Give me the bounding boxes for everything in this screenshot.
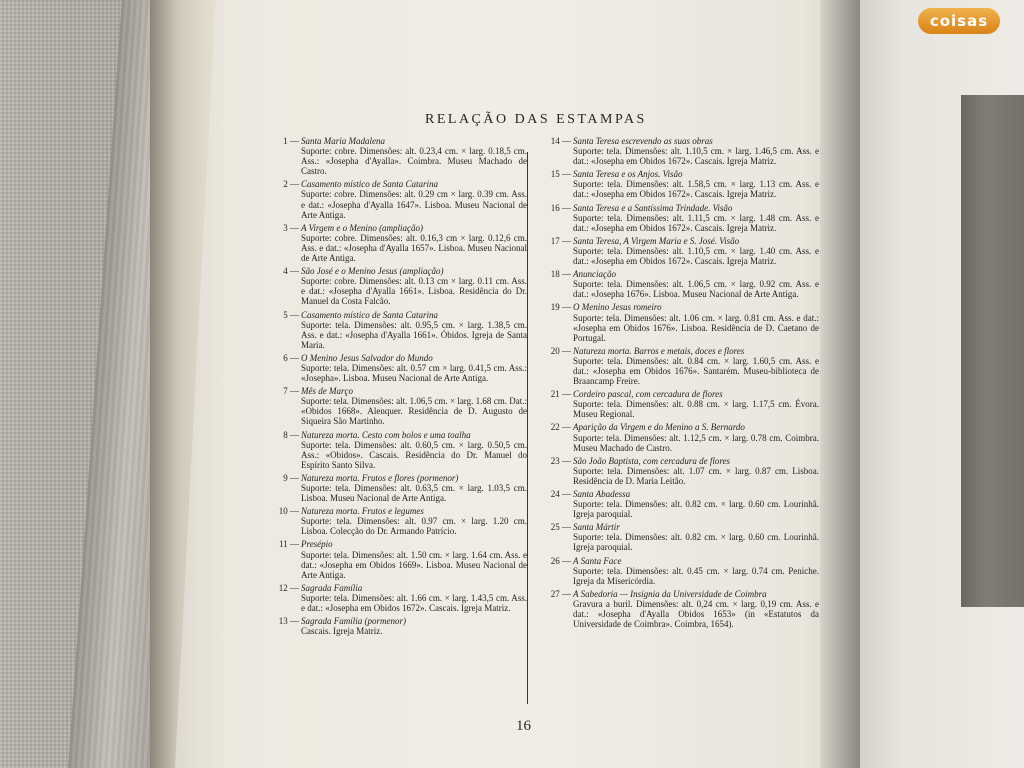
entry-title: O Menino Jesus Salvador do Mundo <box>301 352 433 363</box>
entry-title: Santa Teresa e a Santíssima Trindade. Visão <box>573 202 733 213</box>
list-item <box>537 489 819 519</box>
column-divider <box>527 152 528 704</box>
entry-title: Santa Maria Madalena <box>301 136 385 146</box>
entry-text <box>301 266 527 306</box>
list-item <box>537 422 819 452</box>
entry-title: A Santa Face <box>573 555 622 566</box>
page-number: 16 <box>516 718 531 734</box>
entry-title: Santa Abadessa <box>573 489 631 499</box>
entry-description: Suporte: cobre. Dimensões: alt. 0.29 cm × larg. 0.39 cm. Ass. e dat.: «Josepha d'Ayalla 1647». Lisboa. Museu Nacional de Arte Antiga. <box>301 189 527 220</box>
entry-number: 4 — <box>283 266 299 277</box>
list-item <box>537 236 819 266</box>
entry-number: 1 — <box>283 136 299 146</box>
entry-title: Sagrada Família <box>301 582 363 593</box>
entry-description: Suporte: tela. Dimensões: alt. 0.97 cm. × larg. 1.20 cm. Lisboa. Colecção do Dr. Armando Patrício. <box>301 516 527 537</box>
entry-text <box>301 386 527 426</box>
entry-number: 19 — <box>550 302 571 313</box>
entry-description: Suporte: tela. Dimensões: alt. 0.88 cm. × larg. 1.17,5 cm. Évora. Museu Regional. <box>573 399 819 420</box>
entry-title: A Virgem e o Menino (ampliação) <box>301 222 424 233</box>
entry-number: 23 — <box>550 455 571 466</box>
list-item <box>265 616 527 636</box>
entry-title: São José e o Menino Jesus (ampliação) <box>301 266 444 277</box>
entry-title: São João Baptista, com cercadura de flores <box>573 455 731 466</box>
list-item <box>537 302 819 342</box>
list-item <box>265 223 527 263</box>
entry-description: Suporte: tela. Dimensões: alt. 1.12,5 cm. × larg. 0.78 cm. Coimbra. Museu Machado de Castro. <box>573 432 819 453</box>
right-column <box>537 136 819 632</box>
entry-description: Suporte: tela. Dimensões: alt. 1.07 cm. × larg. 0.87 cm. Lisboa. Residência de D. Maria Leitão. <box>573 465 819 486</box>
entry-number: 8 — <box>283 429 299 440</box>
entry-number: 5 — <box>283 309 299 320</box>
list-item <box>537 203 819 233</box>
entry-description: Suporte: tela. Dimensões: alt. 0.60,5 cm. × larg. 0.50,5 cm. Ass.: «Obidos». Cascais. Residência do Dr. Manuel do Espírito Santo Silva. <box>301 439 527 470</box>
entry-text <box>573 422 819 452</box>
entry-description: Suporte: tela. Dimensões: alt. 1.06,5 cm. × larg. 1.68 cm. Dat.: «Obidos 1668». Alenquer. Residência de D. Augusto de Siqueira São Martinho. <box>301 396 527 427</box>
entry-description: Suporte: tela. Dimensões: alt. 1.58,5 cm. × larg. 1.13 cm. Ass. e dat.: «Josepha em Obidos 1672». Cascais. Igreja Matriz. <box>573 179 819 200</box>
list-item <box>265 583 527 613</box>
entry-description: Suporte: tela. Dimensões: alt. 0.82 cm. × larg. 0.60 cm. Lourinhã. Igreja paroquial. <box>573 499 819 520</box>
list-item <box>265 506 527 536</box>
entry-description: Suporte: tela. Dimensões: alt. 1.11,5 cm. × larg. 1.48 cm. Ass. e dat.: «Josepha em Obidos 1672». Cascais. Igreja Matriz. <box>573 212 819 233</box>
entry-title: Natureza morta. Frutos e flores (pormenor) <box>301 472 459 483</box>
entry-description: Suporte: cobre. Dimensões: alt. 0.13 cm × larg. 0.11 cm. Ass. e dat.: «Josepha d'Ayalla 1661». Lisboa. Residência do Dr. Manuel da Costa Falcão. <box>301 276 527 307</box>
entry-text <box>573 169 819 199</box>
entry-description: Suporte: tela. Dimensões: alt. 1.06,5 cm. × larg. 0.92 cm. Ass. e dat.: «Josepha 1676». Lisboa. Museu Nacional de Arte Antiga. <box>573 279 819 300</box>
entry-description: Suporte: tela. Dimensões: alt. 0.57 cm × larg. 0.41,5 cm. Ass.: «Josepha». Lisboa. Museu Nacional de Arte Antiga. <box>301 362 527 384</box>
entry-title: Aparição da Virgem e do Menino a S. Bernardo <box>573 422 745 433</box>
entry-text <box>301 583 527 613</box>
entry-text <box>573 203 819 233</box>
list-item <box>537 169 819 199</box>
entry-text <box>301 179 527 219</box>
entry-title: Santa Teresa e os Anjos. Visão <box>573 169 683 180</box>
list-item <box>537 136 819 166</box>
entry-number: 17 — <box>550 235 571 246</box>
entry-title: Natureza morta. Cesto com bolos e uma toalha <box>301 429 471 440</box>
list-item <box>537 269 819 299</box>
entry-title: Santa Teresa, A Virgem Maria e S. José. Visão <box>573 235 740 246</box>
entry-number: 9 — <box>283 472 299 483</box>
entry-title: Presépio <box>301 539 333 550</box>
entry-title: Santa Teresa escrevendo as suas obras <box>573 136 713 146</box>
list-item <box>537 389 819 419</box>
entry-text <box>301 223 527 263</box>
entry-number: 7 — <box>283 386 299 397</box>
list-item <box>265 310 527 350</box>
entry-text <box>573 236 819 266</box>
list-item <box>537 456 819 486</box>
entry-text <box>573 302 819 342</box>
entry-text <box>573 522 819 552</box>
entry-number: 13 — <box>278 616 299 627</box>
entry-number: 11 — <box>279 539 299 550</box>
entry-description: Suporte: tela. Dimensões: alt. 1.50 cm. × larg. 1.64 cm. Ass. e dat.: «Josepha em Obidos 1669». Lisboa. Museu Nacional de Arte Antiga. <box>301 549 527 580</box>
entry-text <box>301 539 527 579</box>
plate-image <box>961 95 1024 607</box>
entry-title: Santa Mártir <box>573 522 620 533</box>
entry-description: Cascais. Igreja Matriz. <box>301 626 383 637</box>
entry-description: Suporte: tela. Dimensões: alt. 0.82 cm. × larg. 0.60 cm. Lourinhã. Igreja paroquial. <box>573 532 819 553</box>
entry-number: 20 — <box>550 345 571 356</box>
page-shadow <box>820 0 860 768</box>
entry-title: Natureza morta. Barros e metais, doces e flores <box>573 345 745 356</box>
entry-text <box>573 389 819 419</box>
entry-title: Mês de Março <box>301 386 353 397</box>
entry-number: 12 — <box>278 582 299 593</box>
list-item <box>537 556 819 586</box>
entry-text <box>573 489 819 519</box>
entry-description: Suporte: tela. Dimensões: alt. 1.66 cm. × larg. 1.43,5 cm. Ass. e dat.: «Josepha em Obidos 1672». Cascais. Igreja Matriz. <box>301 592 527 614</box>
entry-title: Anunciação <box>573 269 616 280</box>
entry-description: Suporte: tela. Dimensões: alt. 1.06 cm. × larg. 0.81 cm. Ass. e dat.: «Josepha em Obidos 1676». Lisboa. Residência de D. Caetano de Portugal. <box>573 312 819 343</box>
entry-title: Natureza morta. Frutos e legumes <box>301 506 424 517</box>
entry-text <box>573 589 819 629</box>
entry-description: Suporte: cobre. Dimensões: alt. 0.16,3 cm × larg. 0.12,6 cm. Ass. e dat.: «Josepha d'Ayalla 1657». Lisboa. Museu Nacional de Arte Antiga. <box>301 232 527 264</box>
entry-text <box>573 456 819 486</box>
entry-description: Suporte: tela. Dimensões: alt. 0.63,5 cm. × larg. 1.03,5 cm. Lisboa. Museu Nacional de Arte Antiga. <box>301 483 527 504</box>
entry-text <box>573 346 819 386</box>
entry-description: Suporte: tela. Dimensões: alt. 0.45 cm. × larg. 0.74 cm. Peniche. Igreja da Misericórdia. <box>573 565 819 586</box>
list-item <box>265 430 527 470</box>
entry-text <box>301 473 527 503</box>
entry-description: Suporte: cobre. Dimensões: alt. 0.23,4 cm. × larg. 0.18,5 cm. Ass.: «Josepha d'Ayalla». Coimbra. Museu Machado de Castro. <box>301 146 527 177</box>
entry-description: Suporte: tela. Dimensões: alt. 1.10,5 cm. × larg. 1.40 cm. Ass. e dat.: «Josepha em Obidos 1672». Cascais. Igreja Matriz. <box>573 245 819 267</box>
list-item <box>265 136 527 176</box>
entry-number: 6 — <box>283 352 299 363</box>
entry-number: 21 — <box>550 389 571 400</box>
entry-description: Suporte: tela. Dimensões: alt. 0.95,5 cm. × larg. 1.38,5 cm. Ass. e dat.: «Josepha d'Ayalla 1661». Óbidos. Igreja de Santa Maria. <box>301 319 527 350</box>
list-item <box>537 346 819 386</box>
list-item <box>265 179 527 219</box>
entry-text <box>301 136 527 176</box>
entry-description: Gravura a buril. Dimensões: alt. 0,24 cm. × larg. 0,19 cm. Ass. e dat.: «Josepha d'Ayalla Obidos 1653» (in «Estatutos da Universidade de Coimbra». Coimbra, 1654). <box>573 598 819 630</box>
page-title: RELAÇÃO DAS ESTAMPAS <box>425 112 647 127</box>
entry-title: Casamento místico de Santa Catarina <box>301 179 438 190</box>
entry-number: 3 — <box>283 222 299 233</box>
entry-number: 26 — <box>550 555 571 566</box>
entry-description: Suporte: tela. Dimensões: alt. 1.10,5 cm. × larg. 1.46,5 cm. Ass. e dat.: «Josepha em Obidos 1672». Cascais. Igreja Matriz. <box>573 146 819 167</box>
entry-text <box>573 269 819 299</box>
entry-number: 18 — <box>550 269 571 280</box>
list-item <box>265 473 527 503</box>
entry-text <box>301 430 527 470</box>
list-item <box>265 386 527 426</box>
entry-text <box>573 556 819 586</box>
entry-title: A Sabedoria — Insígnia da Universidade de Coimbra <box>573 588 767 599</box>
entry-title: O Menino Jesus romeiro <box>573 302 662 313</box>
entry-number: 25 — <box>550 522 571 533</box>
entry-text <box>573 136 819 166</box>
list-item <box>265 539 527 579</box>
entry-number: 2 — <box>283 179 299 190</box>
list-item <box>537 522 819 552</box>
list-item <box>265 266 527 306</box>
entry-number: 22 — <box>550 422 571 433</box>
entry-number: 27 — <box>550 588 571 599</box>
entry-title: Cordeiro pascal, com cercadura de flores <box>573 389 723 400</box>
entry-description: Suporte: tela. Dimensões: alt. 0.84 cm. × larg. 1.60,5 cm. Ass. e dat.: «Josepha em Obidos 1676». Santarém. Museu-biblioteca de Braancamp Freire. <box>573 355 819 387</box>
entry-number: 10 — <box>278 506 299 517</box>
entry-title: Casamento místico de Santa Catarina <box>301 309 438 320</box>
entry-text <box>301 616 527 636</box>
list-item <box>265 353 527 383</box>
list-item <box>537 589 819 629</box>
entry-text <box>301 310 527 350</box>
watermark-logo: coisas <box>918 8 1000 34</box>
entry-title: Sagrada Família (pormenor) <box>301 616 406 627</box>
entry-number: 24 — <box>550 489 571 499</box>
left-column <box>265 136 527 639</box>
entry-number: 15 — <box>550 169 571 180</box>
entry-number: 16 — <box>550 202 571 213</box>
entry-text <box>301 506 527 536</box>
entry-text <box>301 353 527 383</box>
entry-number: 14 — <box>550 136 571 146</box>
